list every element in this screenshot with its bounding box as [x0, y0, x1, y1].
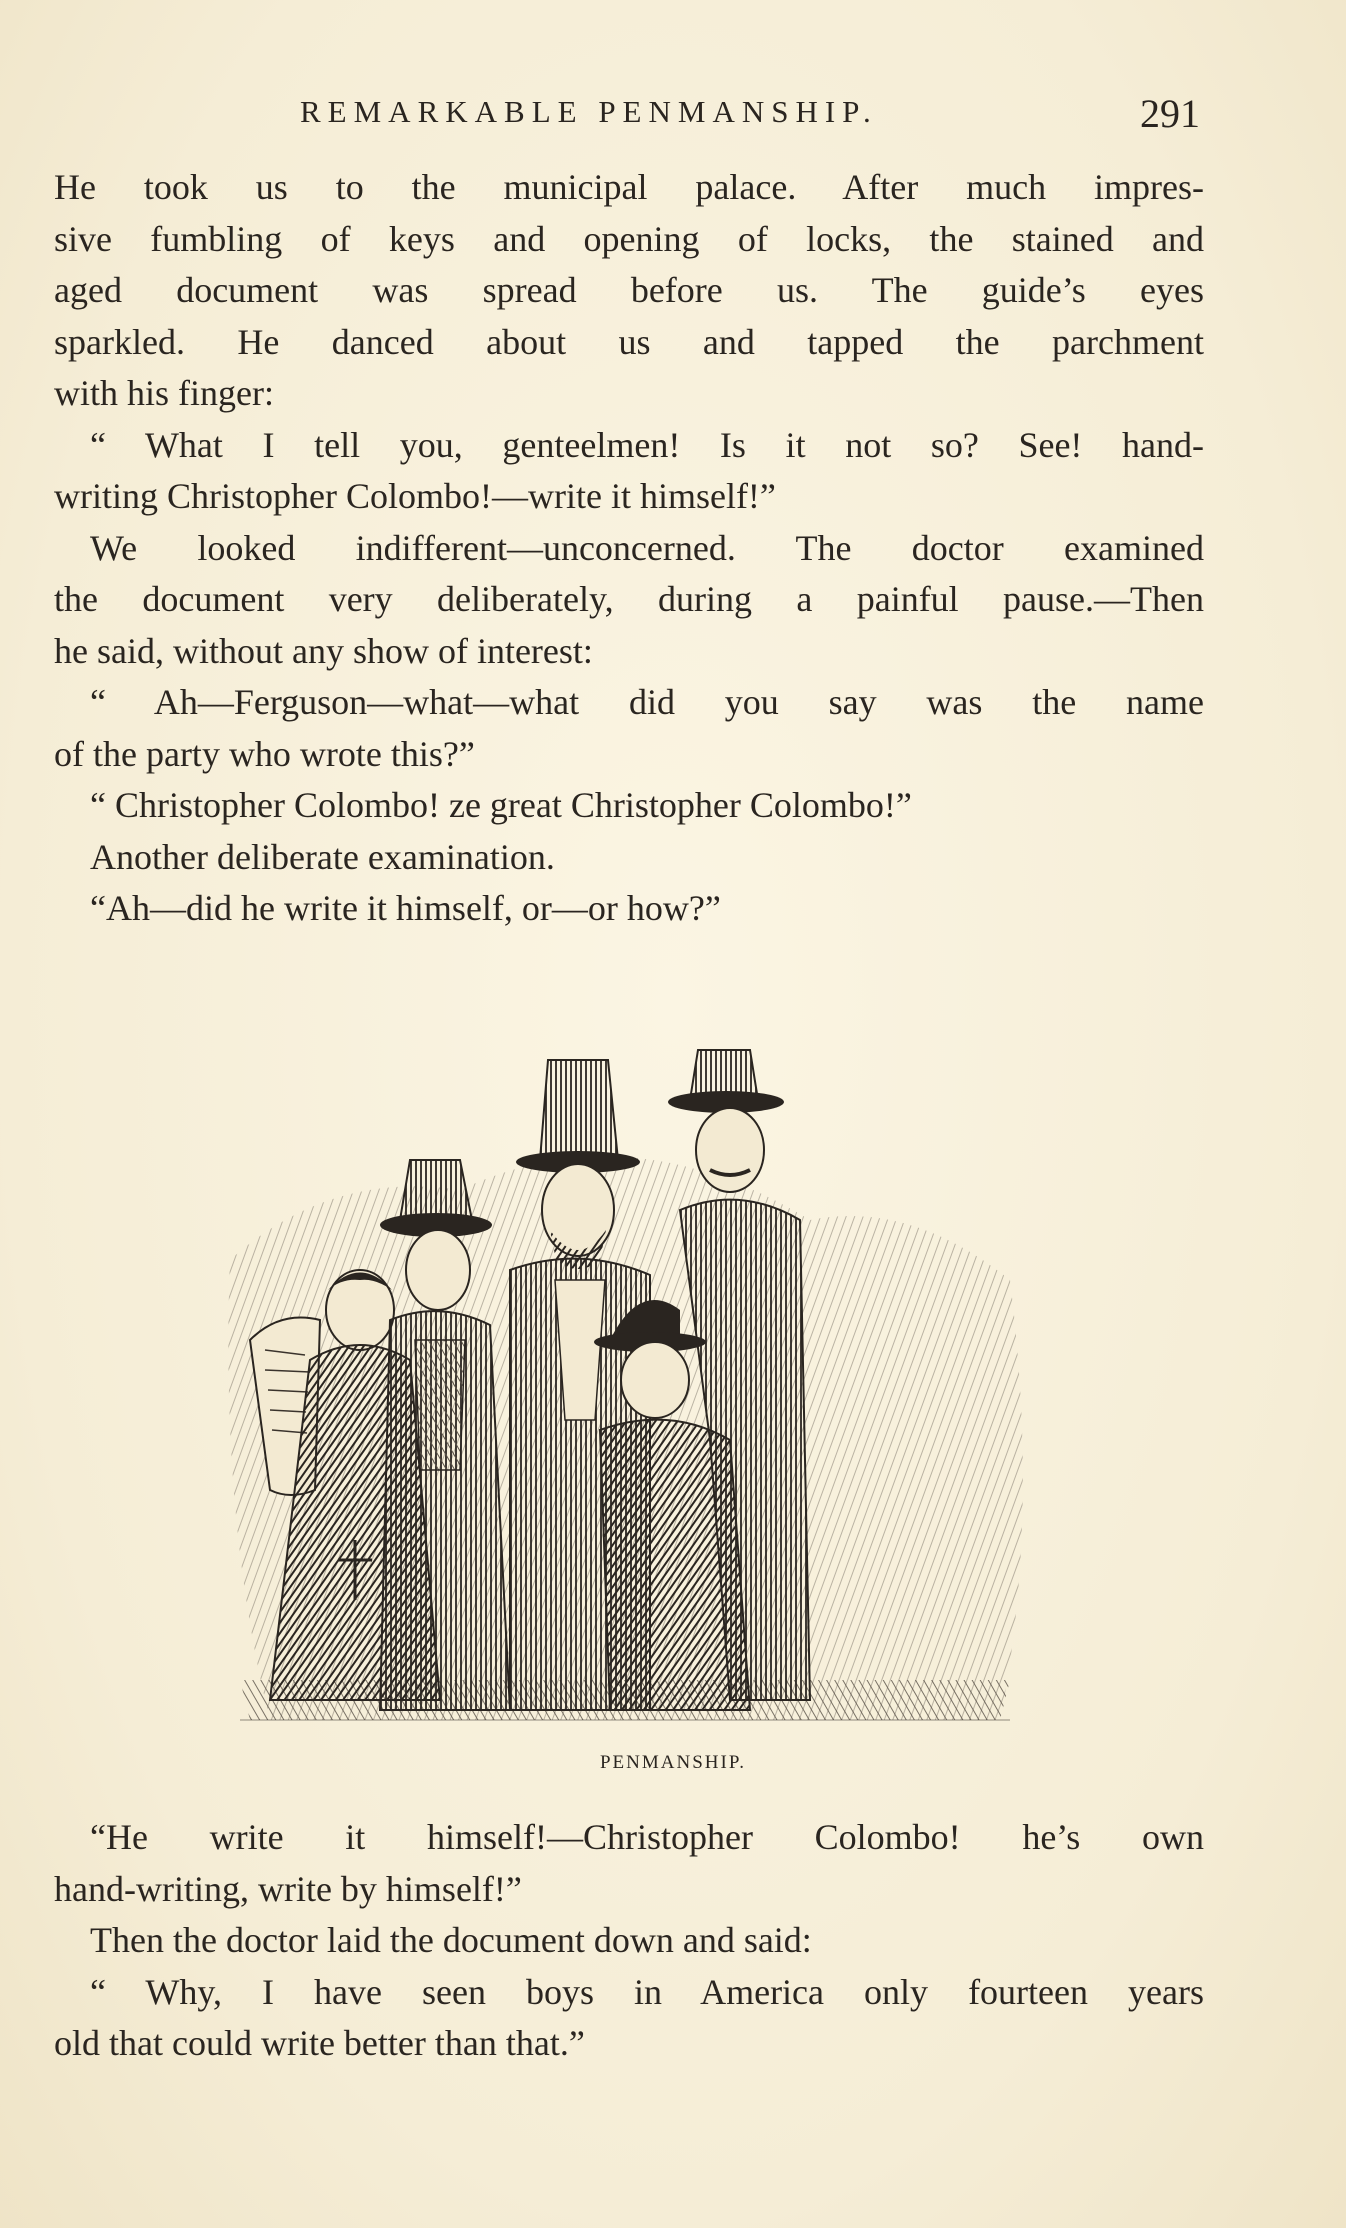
text-line: sive fumbling of keys and opening of locks, the stained and [54, 218, 1204, 259]
text-line: of the party who wrote this?” [54, 733, 475, 774]
body-text-bottom [54, 1812, 1204, 2070]
text-line: “ What I tell you, genteelmen! Is it not so? See! hand- [90, 424, 1204, 465]
running-head [300, 90, 1220, 140]
text-line: “ Christopher Colombo! ze great Christopher Colombo!” [90, 785, 912, 825]
text-line: Another deliberate examination. [90, 836, 555, 877]
text-line: aged document was spread before us. The guide’s eyes [54, 270, 1204, 310]
text-line: writing Christopher Colombo!—write it himself!” [54, 476, 776, 516]
running-title: REMARKABLE PENMANSHIP. [300, 94, 878, 129]
text-line: with his finger: [54, 373, 274, 413]
text-line: hand-writing, write by himself!” [54, 1868, 522, 1909]
text-line: Then the doctor laid the document down and said: [90, 1920, 812, 1960]
penmanship-engraving [210, 1020, 1050, 1750]
text-line: the document very deliberately, during a painful pause.—Then [54, 579, 1204, 619]
text-line: he said, without any show of interest: [54, 630, 593, 671]
text-line: He took us to the municipal palace. After much impres- [54, 167, 1204, 207]
illustration-caption: PENMANSHIP. [599, 1752, 747, 1773]
text-line: “ Why, I have seen boys in America only fourteen years [90, 1971, 1204, 2012]
text-line: “He write it himself!—Christopher Colombo! he’s own [90, 1817, 1204, 1857]
text-line: “ Ah—Ferguson—what—what did you say was the name [90, 682, 1204, 722]
body-text-top [54, 162, 1204, 935]
text-line: “Ah—did he write it himself, or—or how?” [90, 888, 721, 928]
text-line: old that could write better than that.” [54, 2023, 585, 2063]
page-number: 291 [1140, 91, 1200, 136]
text-line: sparkled. He danced about us and tapped the parchment [54, 321, 1204, 362]
text-line: We looked indifferent—unconcerned. The doctor examined [90, 527, 1204, 568]
